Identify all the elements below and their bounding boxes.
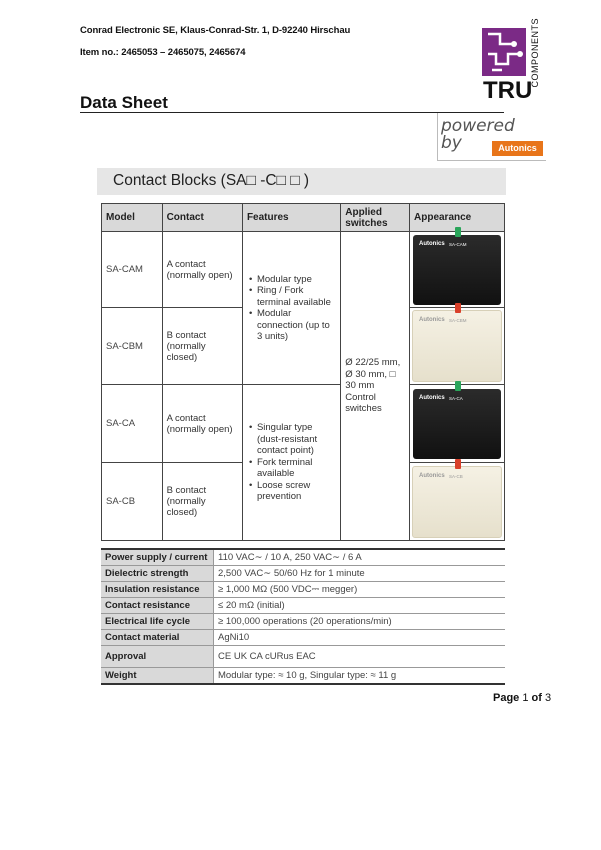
green-pin	[455, 227, 461, 237]
red-pin	[455, 459, 461, 469]
device-model-label: SA-CB	[449, 473, 463, 479]
spec-row	[101, 582, 505, 598]
table-row	[102, 385, 505, 463]
device-brand: Autonics	[419, 472, 445, 479]
spec-value: 110 VAC∼ / 10 A, 250 VAC∼ / 6 A	[214, 549, 506, 566]
item-numbers: Item no.: 2465053 – 2465075, 2465674	[80, 47, 246, 58]
spec-value: 2,500 VAC∼ 50/60 Hz for 1 minute	[214, 566, 506, 582]
approval-marks: CE UK CA cURus EAC	[214, 646, 506, 668]
spec-key: Power supply / current	[101, 549, 214, 566]
model-cell: SA-CA	[102, 385, 163, 463]
device-model-label: SA-CBM	[449, 318, 467, 323]
spec-row	[101, 549, 505, 566]
appearance-cell	[410, 385, 505, 463]
by-text: by	[441, 133, 462, 153]
header-appearance: Appearance	[410, 204, 505, 232]
model-cell: SA-CBM	[102, 308, 163, 385]
spec-key: Electrical life cycle	[101, 614, 214, 630]
device-image-sa-cbm	[412, 310, 502, 382]
appearance-cell	[410, 308, 505, 385]
red-pin	[455, 303, 461, 313]
spec-value: ≥ 1,000 MΩ (500 VDC⎓ megger)	[214, 582, 506, 598]
page-current: 1	[522, 692, 529, 704]
feature-item: • Ring / Fork terminal available	[257, 285, 336, 308]
features-singular	[242, 385, 340, 541]
header-contact: Contact	[162, 204, 242, 232]
spec-row	[101, 598, 505, 614]
spec-value: Modular type: ≈ 10 g, Singular type: ≈ 11 g	[214, 668, 506, 685]
spec-key: Approval	[101, 646, 214, 668]
spec-row	[101, 566, 505, 582]
appearance-cell	[410, 463, 505, 541]
spec-row	[101, 646, 505, 668]
page-number	[493, 692, 551, 704]
applied-switches-cell: Ø 22/25 mm, Ø 30 mm, □ 30 mm Control switches	[341, 232, 410, 541]
feature-item: • Modular type	[257, 274, 336, 286]
feature-item: • Fork terminal available	[257, 457, 336, 480]
spec-key: Insulation resistance	[101, 582, 214, 598]
appearance-cell	[410, 232, 505, 308]
header-model: Model	[102, 204, 163, 232]
spec-key: Weight	[101, 668, 214, 685]
spec-key: Contact material	[101, 630, 214, 646]
contact-cell: B contact (normally closed)	[162, 308, 242, 385]
page-label: Page	[493, 692, 520, 704]
device-image-sa-cam	[413, 235, 501, 305]
feature-item: • Singular type (dust-resistant contact point)	[257, 422, 336, 457]
device-image-sa-cb	[412, 466, 502, 538]
device-image-sa-ca	[413, 389, 501, 459]
specifications-table	[101, 548, 505, 685]
device-model-label: SA-CA	[449, 395, 463, 401]
spec-row	[101, 630, 505, 646]
section-title: Contact Blocks (SA□ -C□ □ )	[113, 172, 310, 189]
contact-cell: B contact (normally closed)	[162, 463, 242, 541]
header-applied-switches: Applied switches	[341, 204, 410, 232]
device-model-label: SA-CAM	[449, 241, 467, 247]
contact-cell: A contact (normally open)	[162, 232, 242, 308]
autonics-logo: Autonics	[492, 141, 543, 156]
page-title: Data Sheet	[80, 93, 168, 112]
device-brand: Autonics	[419, 394, 445, 401]
spec-key: Dielectric strength	[101, 566, 214, 582]
page-of: of	[531, 692, 542, 704]
model-cell: SA-CB	[102, 463, 163, 541]
spec-row	[101, 668, 505, 685]
company-address: Conrad Electronic SE, Klaus-Conrad-Str. 1, D-92240 Hirschau	[80, 25, 351, 36]
tru-logo-text: TRU	[483, 77, 533, 104]
table-header-row	[102, 204, 505, 232]
powered-text: powered	[441, 116, 515, 136]
page-total: 3	[545, 692, 552, 704]
components-logo-text: COMPONENTS	[530, 18, 540, 88]
contact-cell: A contact (normally open)	[162, 385, 242, 463]
model-cell: SA-CAM	[102, 232, 163, 308]
features-modular	[242, 232, 340, 385]
device-brand: Autonics	[419, 240, 445, 247]
feature-item: • Loose screw prevention	[257, 480, 336, 503]
header-features: Features	[242, 204, 340, 232]
spec-value: ≥ 100,000 operations (20 operations/min)	[214, 614, 506, 630]
feature-item: • Modular connection (up to 3 units)	[257, 308, 336, 343]
contact-blocks-table	[101, 203, 505, 541]
table-row	[102, 232, 505, 308]
spec-value: ≤ 20 mΩ (initial)	[214, 598, 506, 614]
green-pin	[455, 381, 461, 391]
spec-row	[101, 614, 505, 630]
spec-value: AgNi10	[214, 630, 506, 646]
device-brand: Autonics	[419, 317, 445, 323]
spec-key: Contact resistance	[101, 598, 214, 614]
